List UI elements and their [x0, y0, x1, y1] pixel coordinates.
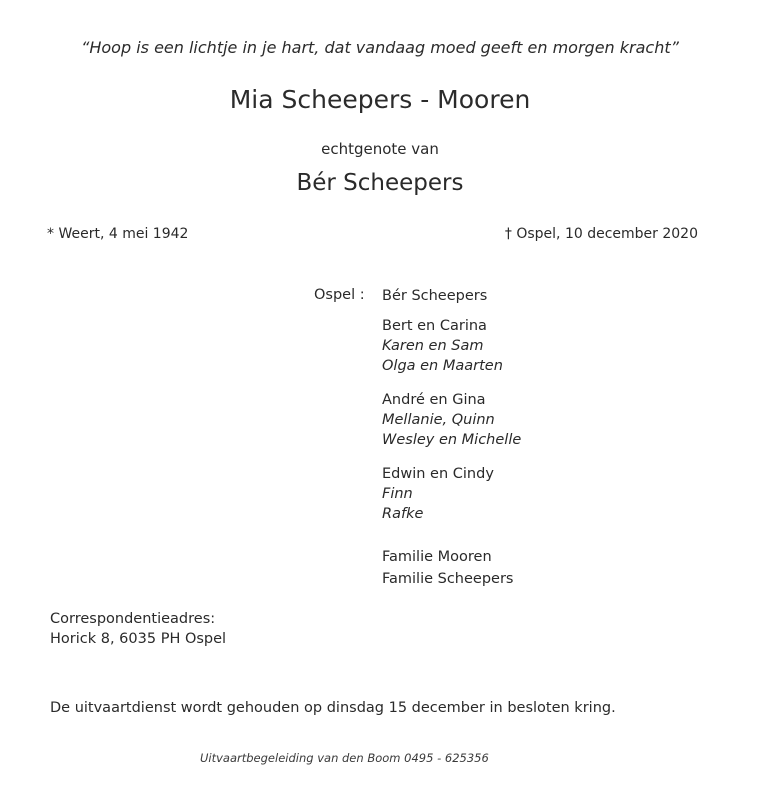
relation-label: echtgenote van: [321, 140, 439, 158]
family-group-1: [382, 316, 503, 376]
spouse-name: Bér Scheepers: [296, 170, 464, 196]
family-group-child: Finn: [382, 486, 413, 502]
family-place: Ospel :: [314, 287, 365, 303]
family-group-child: Wesley en Michelle: [382, 432, 522, 448]
family-group-parents: Edwin en Cindy: [382, 466, 494, 482]
family-group-parents: Bert en Carina: [382, 318, 487, 334]
family-spouse: Bér Scheepers: [382, 288, 488, 304]
family-group-child: Olga en Maarten: [382, 358, 503, 374]
correspondence-block: [50, 609, 226, 649]
family-group-child: Mellanie, Quinn: [382, 412, 495, 428]
family-other-line: Familie Mooren: [382, 549, 492, 565]
funeral-director-footer: Uitvaartbegeleiding van den Boom 0495 - 625356: [200, 751, 489, 765]
family-other-line: Familie Scheepers: [382, 571, 514, 587]
family-group-child: Rafke: [382, 506, 424, 522]
death-info: † Ospel, 10 december 2020: [504, 226, 698, 242]
quote: “Hoop is een lichtje in je hart, dat vandaag moed geeft en morgen kracht”: [81, 38, 679, 57]
correspondence-label: Correspondentieadres:: [50, 611, 216, 627]
family-group-parents: André en Gina: [382, 392, 486, 408]
deceased-name: Mia Scheepers - Mooren: [229, 85, 531, 114]
family-group-3: [382, 464, 494, 524]
family-group-child: Karen en Sam: [382, 338, 484, 354]
family-other: [382, 546, 513, 590]
correspondence-address: Horick 8, 6035 PH Ospel: [50, 631, 227, 647]
service-info: De uitvaartdienst wordt gehouden op dinsdag 15 december in besloten kring.: [50, 700, 616, 716]
family-group-2: [382, 390, 521, 450]
birth-info: * Weert, 4 mei 1942: [47, 226, 189, 242]
